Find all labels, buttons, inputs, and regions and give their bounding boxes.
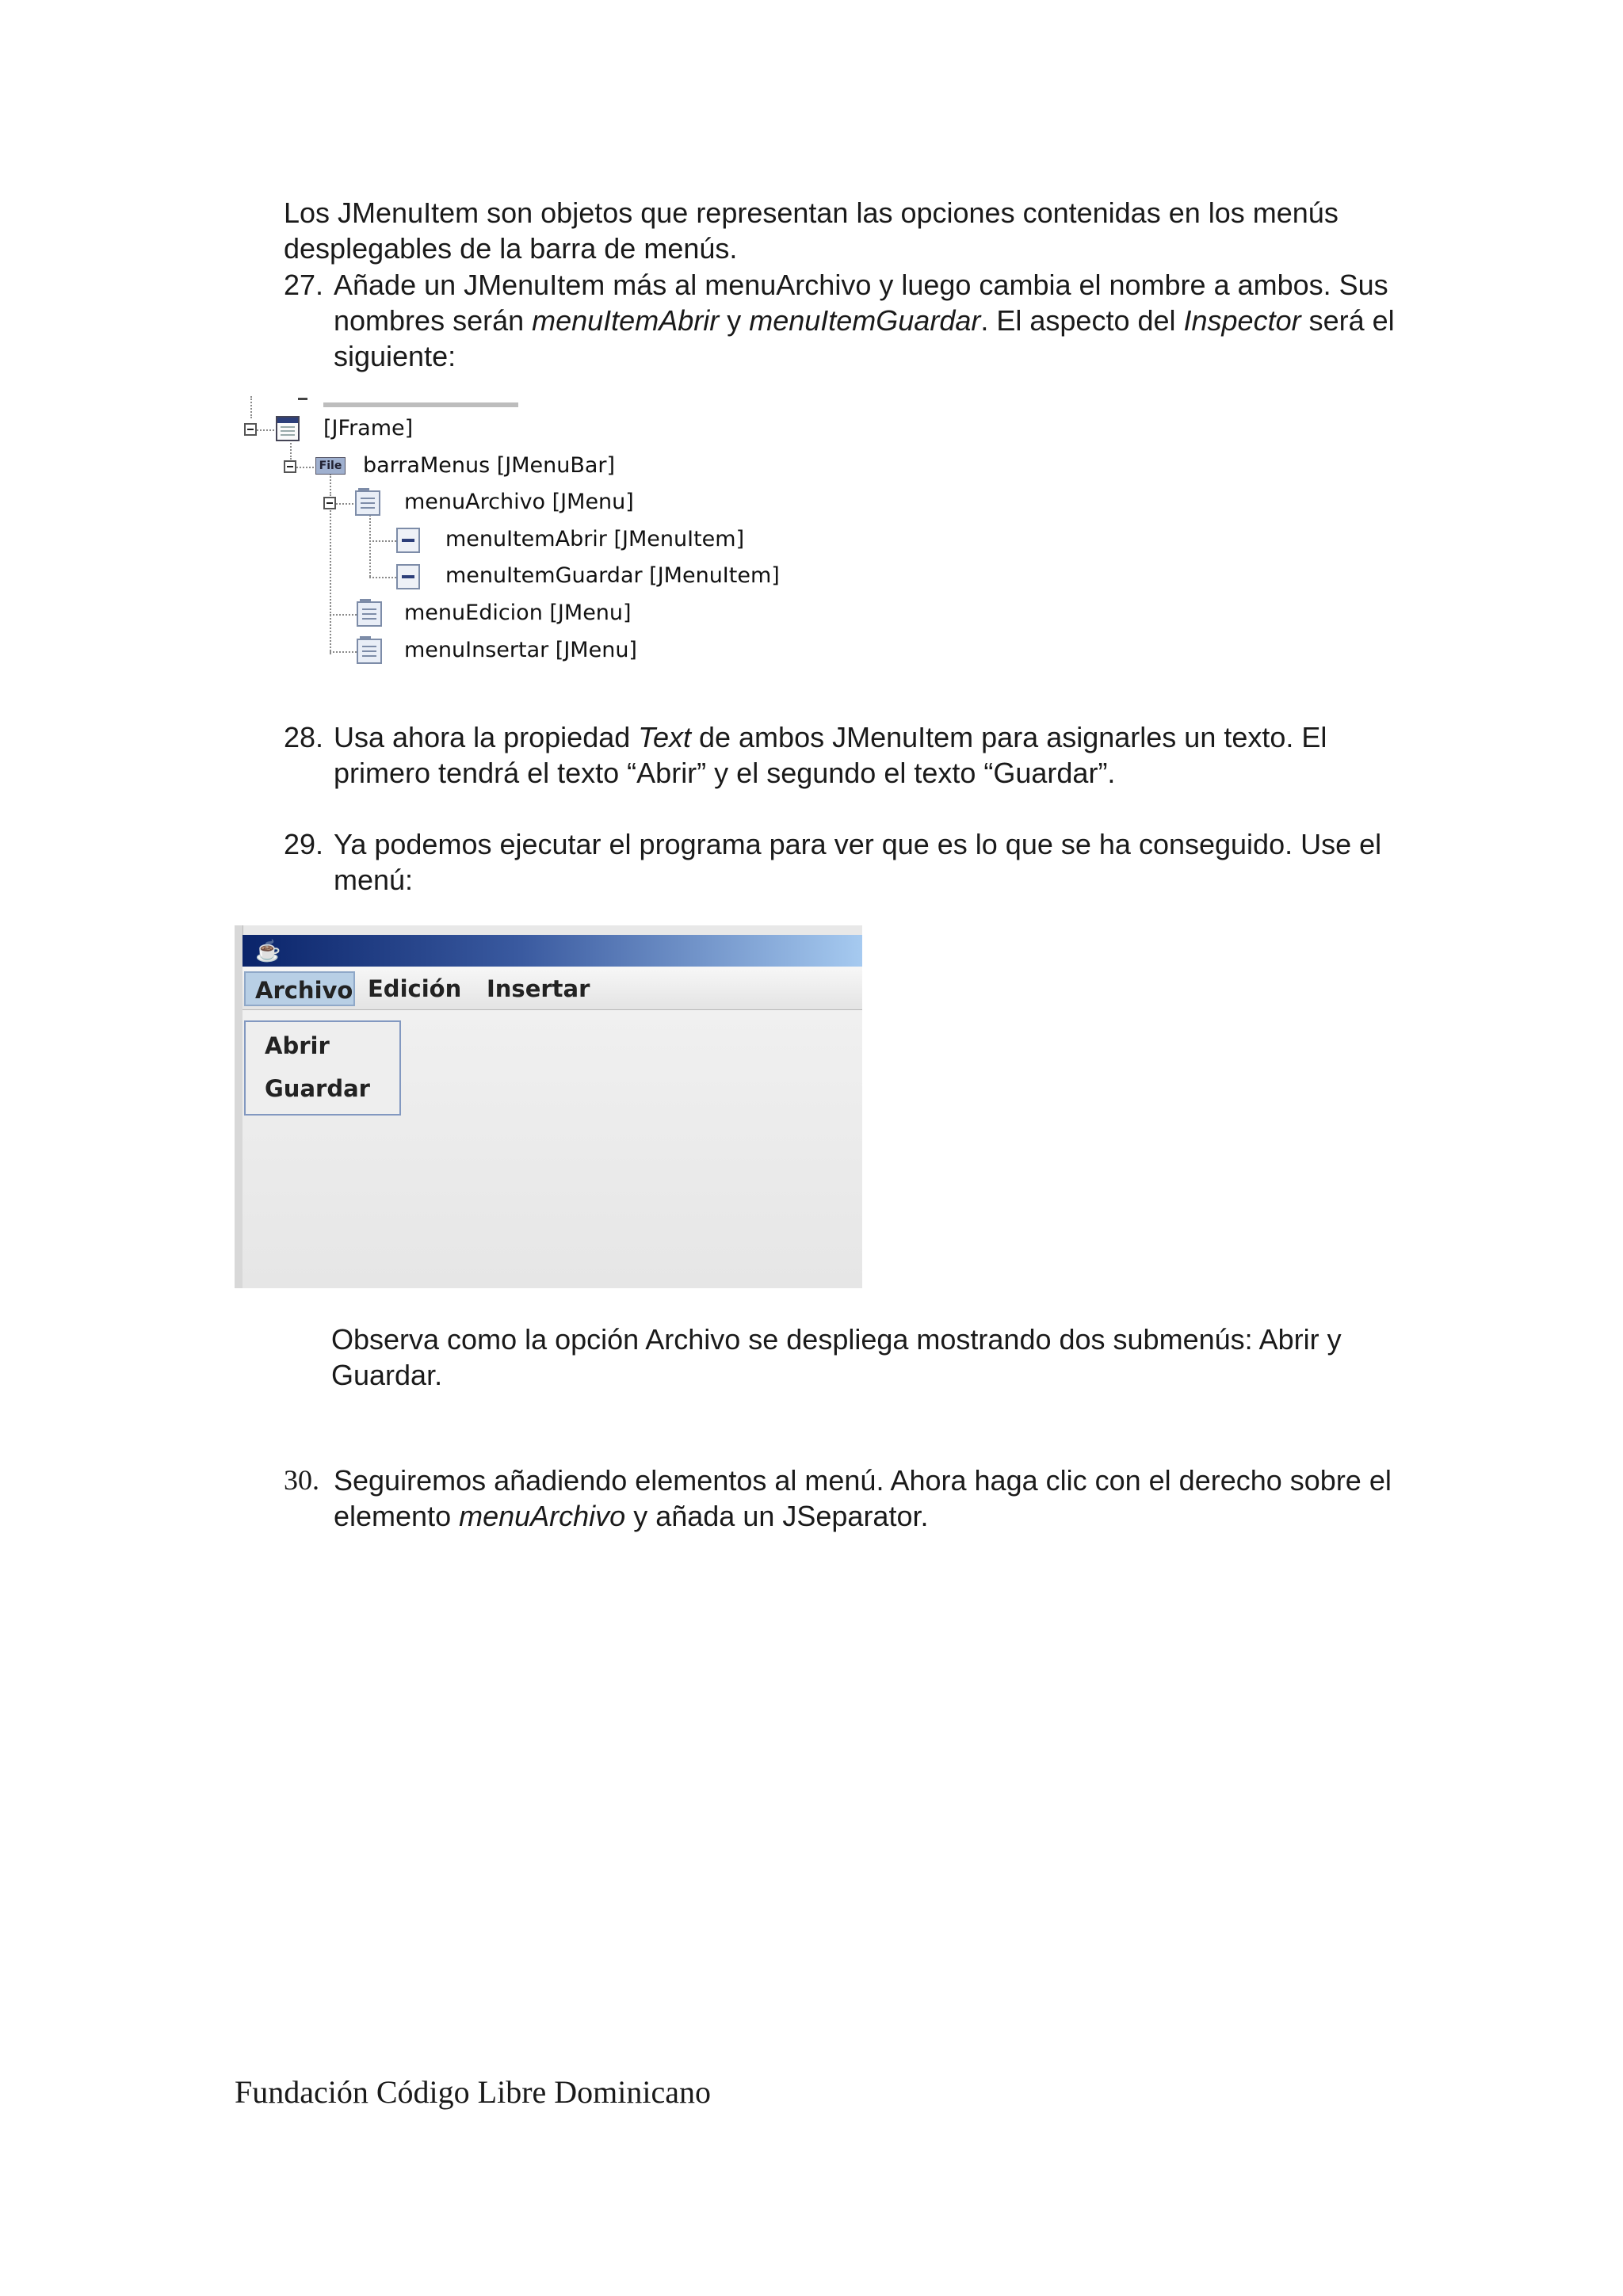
menu-item-guardar[interactable]: Guardar: [265, 1075, 370, 1102]
window-titlebar[interactable]: [242, 935, 862, 967]
step-30-number: 30.: [284, 1464, 319, 1496]
menu-archivo[interactable]: Archivo: [244, 971, 355, 1006]
step-27-number: 27.: [284, 269, 324, 301]
tree-node-barramenus[interactable]: barraMenus [JMenuBar]: [363, 453, 616, 478]
tree-node-menuitemabrir[interactable]: menuItemAbrir [JMenuItem]: [445, 527, 745, 551]
footer-text: Fundación Código Libre Dominicano: [235, 2074, 712, 2110]
step-28-line-1: Usa ahora la propiedad Text de ambos JMenuItem para asignarles un texto. El: [334, 721, 1327, 753]
collapse-barramenus-icon[interactable]: [284, 460, 296, 473]
collapse-jframe-icon[interactable]: [244, 423, 257, 436]
tree-node-menuedicion[interactable]: menuEdicion [JMenu]: [404, 601, 632, 625]
menu-item-icon: [396, 528, 420, 553]
menu-insertar[interactable]: Insertar: [487, 975, 590, 1002]
menu-icon: [357, 601, 382, 627]
tree-node-menuinsertar[interactable]: menuInsertar [JMenu]: [404, 638, 637, 662]
menu-bar: [242, 967, 862, 1010]
collapse-menuarchivo-icon[interactable]: [323, 497, 336, 509]
tree-node-menuarchivo[interactable]: menuArchivo [JMenu]: [404, 490, 634, 514]
menu-edicion[interactable]: Edición: [368, 975, 462, 1002]
step-30-line-1: Seguiremos añadiendo elementos al menú. Ahora haga clic con el derecho sobre el: [334, 1464, 1392, 1497]
archivo-dropdown: [244, 1020, 401, 1116]
tree-node-menuitemguardar[interactable]: menuItemGuardar [JMenuItem]: [445, 563, 780, 588]
jframe-icon: [276, 416, 300, 441]
java-window-screenshot: [235, 925, 862, 1288]
observe-line-1: Observa como la opción Archivo se despliega mostrando dos submenús: Abrir y: [331, 1323, 1342, 1356]
inspector-tree: [235, 396, 789, 681]
step-29-line-1: Ya podemos ejecutar el programa para ver que es lo que se ha conseguido. Use el: [334, 828, 1382, 860]
step-28-line-2: primero tendrá el texto “Abrir” y el segundo el texto “Guardar”.: [334, 757, 1116, 789]
intro-line-1: Los JMenuItem son objetos que representan las opciones contenidas en los menús: [284, 196, 1338, 229]
menu-item-icon: [396, 564, 420, 589]
menu-icon: [355, 490, 380, 516]
java-coffee-icon: ☕: [255, 939, 281, 963]
intro-line-2: desplegables de la barra de menús.: [284, 232, 738, 265]
step-28-number: 28.: [284, 721, 324, 753]
observe-line-2: Guardar.: [331, 1359, 443, 1391]
menu-icon: [357, 639, 382, 664]
step-29-line-2: menú:: [334, 864, 414, 896]
menubar-file-icon: File: [315, 457, 346, 475]
step-27-line-3: siguiente:: [334, 340, 456, 372]
step-29-number: 29.: [284, 828, 324, 860]
step-30-line-2: elemento menuArchivo y añada un JSeparator.: [334, 1500, 929, 1532]
step-27-line-2: nombres serán menuItemAbrir y menuItemGuardar. El aspecto del Inspector será el: [334, 304, 1395, 337]
menu-item-abrir[interactable]: Abrir: [265, 1032, 330, 1059]
tree-node-jframe[interactable]: [JFrame]: [323, 416, 414, 441]
step-27-line-1: Añade un JMenuItem más al menuArchivo y luego cambia el nombre a ambos. Sus: [334, 269, 1388, 301]
